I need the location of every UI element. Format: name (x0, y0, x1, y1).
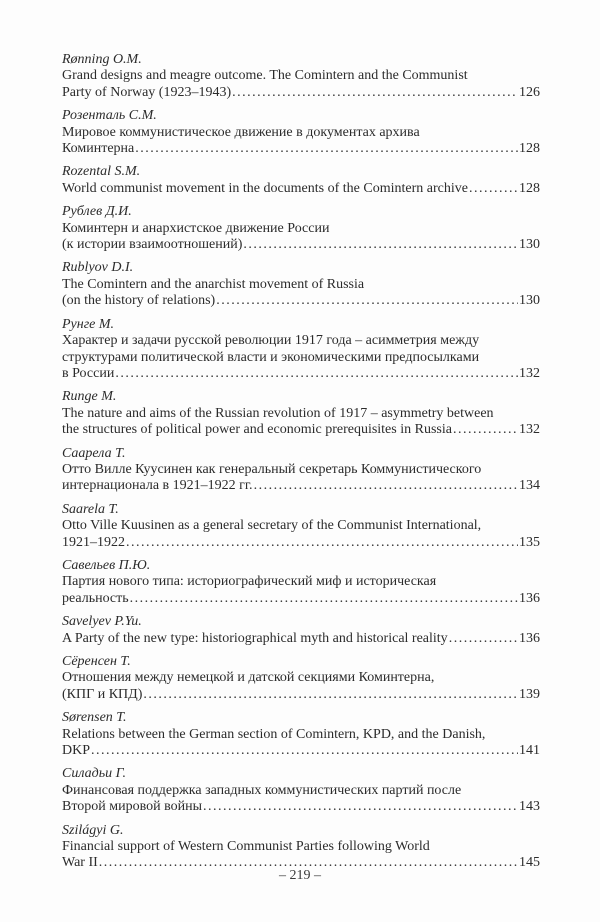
dot-leader (449, 631, 518, 647)
dot-leader (115, 366, 518, 382)
entry-author: Сёренсен Т. (62, 654, 131, 669)
entry-last-line (62, 366, 540, 382)
entry-title-text: DKP (62, 743, 91, 759)
dot-leader (91, 743, 518, 759)
toc-entry (62, 766, 540, 815)
entry-title-text: World communist movement in the documents of the Comintern archive (62, 180, 468, 196)
dot-leader (143, 687, 518, 703)
dot-leader (232, 85, 518, 101)
toc-entry (62, 502, 540, 551)
dot-leader (243, 237, 518, 253)
entry-last-line (62, 422, 540, 438)
entry-title-lines (62, 125, 540, 141)
entry-author: Силадьи Г. (62, 766, 126, 782)
entry-title-text: в России (62, 365, 115, 381)
entry-page-number: 130 (519, 293, 540, 309)
entry-title-text: (КПГ и КПД) (62, 686, 143, 702)
entry-page-number: 130 (519, 237, 540, 253)
entry-title-lines (62, 670, 540, 686)
entry-author: Saarela T. (62, 501, 119, 517)
entry-last-line (62, 141, 540, 157)
toc-entry (62, 558, 540, 607)
entry-title-lines (62, 518, 540, 534)
entry-last-line (62, 478, 540, 494)
entry-title-lines (62, 333, 540, 366)
dot-leader (203, 799, 518, 815)
entry-title-line: The Comintern and the anarchist movement of Russia (62, 276, 365, 292)
entry-title-lines (62, 221, 540, 237)
entry-title-line: The nature and aims of the Russian revolution of 1917 – asymmetry between (62, 405, 494, 421)
entry-title-line: Коминтерн и анархистское движение России (62, 220, 330, 236)
entry-page-number: 145 (519, 855, 540, 871)
toc-entry (62, 204, 540, 253)
entry-title-lines (62, 462, 540, 478)
entry-last-line (62, 591, 540, 607)
entry-last-line (62, 687, 540, 703)
toc-entry (62, 108, 540, 157)
entry-title-line: Grand designs and meagre outcome. The Comintern and the Communist (62, 68, 468, 84)
entry-title-line: Отто Вилле Куусинен как генеральный секретарь Коммунистического (62, 461, 482, 477)
entry-title-line: Otto Ville Kuusinen as a general secretary of the Communist International, (62, 518, 482, 534)
dot-leader (453, 422, 518, 438)
entry-page-number: 132 (519, 365, 540, 381)
entry-last-line (62, 293, 540, 309)
entry-author: Rublyov D.I. (62, 260, 134, 276)
toc-entry (62, 260, 540, 309)
entry-author: Savelyev P.Yu. (62, 614, 142, 630)
entry-title-text: (к истории взаимоотношений) (62, 237, 243, 253)
entry-page-number: 134 (519, 478, 540, 494)
toc-entry (62, 52, 540, 101)
entry-title-text: Коминтерна (62, 141, 135, 157)
dot-leader (135, 141, 518, 157)
toc-entry (62, 446, 540, 495)
entry-title-text: (on the history of relations) (62, 293, 216, 309)
entry-author: Савельев П.Ю. (62, 557, 151, 573)
entry-page-number: 139 (519, 686, 540, 702)
entry-title-text: A Party of the new type: historiographical myth and historical reality (62, 630, 448, 646)
entry-page-number: 132 (519, 422, 540, 438)
entry-last-line (62, 237, 540, 253)
toc-entry (62, 710, 540, 759)
dot-leader (130, 591, 518, 607)
entry-last-line (62, 631, 540, 647)
entry-page-number: 143 (519, 799, 540, 815)
dot-leader (254, 478, 518, 494)
dot-leader (216, 293, 518, 309)
entry-title-lines (62, 406, 540, 422)
dot-leader (469, 181, 518, 197)
entry-title-text: Party of Norway (1923–1943) (62, 84, 232, 100)
entry-page-number: 126 (519, 84, 540, 100)
entry-page-number: 128 (519, 141, 540, 157)
page-footer (0, 868, 600, 884)
entry-title-line: Финансовая поддержка западных коммунистических партий после (62, 782, 462, 798)
entry-title-text: 1921–1922 (62, 534, 125, 550)
entry-last-line (62, 181, 540, 197)
entry-title-line: Financial support of Western Communist Parties following World (62, 839, 430, 855)
entry-title-lines (62, 783, 540, 799)
entry-title-lines (62, 574, 540, 590)
entry-author: Рублев Д.И. (62, 204, 132, 220)
entry-author: Rønning O.M. (62, 52, 142, 67)
entry-page-number: 136 (519, 590, 540, 606)
toc-entry (62, 389, 540, 438)
entry-page-number: 128 (519, 180, 540, 196)
entry-title-line: Relations between the German section of Comintern, KPD, and the Danish, (62, 726, 486, 742)
entry-author: Розенталь С.М. (62, 108, 157, 124)
entry-title-text: Второй мировой войны (62, 799, 203, 815)
entry-title-text: the structures of political power and economic prerequisites in Russia (62, 422, 452, 438)
entry-author: Szilágyi G. (62, 822, 124, 838)
entry-title-line: Характер и задачи русской революции 1917 года – асимметрия между (62, 333, 480, 349)
dot-leader (126, 535, 518, 551)
toc-entry (62, 654, 540, 703)
entry-title-lines (62, 68, 540, 84)
entry-page-number: 136 (519, 630, 540, 646)
toc-entry (62, 317, 540, 383)
entry-author: Саарела Т. (62, 445, 126, 461)
folio-page-number: – 219 – (279, 868, 321, 883)
entry-last-line (62, 85, 540, 101)
entry-last-line (62, 743, 540, 759)
entry-title-text: War II (62, 855, 98, 871)
entry-last-line (62, 535, 540, 551)
entry-title-line: Партия нового типа: историографический миф и историческая (62, 574, 437, 590)
entry-page-number: 141 (519, 743, 540, 759)
entry-author: Runge M. (62, 389, 117, 405)
entry-title-line: Отношения между немецкой и датской секциями Коминтерна, (62, 670, 435, 686)
toc-list (62, 52, 540, 872)
entry-title-lines (62, 839, 540, 855)
entry-title-line: структурами политической власти и экономическими предпосылками (62, 349, 480, 365)
entry-title-lines (62, 727, 540, 743)
entry-title-lines (62, 277, 540, 293)
entry-title-text: интернационала в 1921–1922 гг. (62, 478, 253, 494)
toc-entry (62, 164, 540, 197)
entry-last-line (62, 799, 540, 815)
entry-title-line: Мировое коммунистическое движение в документах архива (62, 124, 420, 140)
toc-entry (62, 823, 540, 872)
entry-page-number: 135 (519, 534, 540, 550)
entry-title-text: реальность (62, 590, 129, 606)
toc-entry (62, 614, 540, 647)
entry-author: Rozental S.M. (62, 164, 141, 180)
entry-author: Sørensen T. (62, 710, 127, 726)
entry-author: Рунге М. (62, 316, 115, 332)
